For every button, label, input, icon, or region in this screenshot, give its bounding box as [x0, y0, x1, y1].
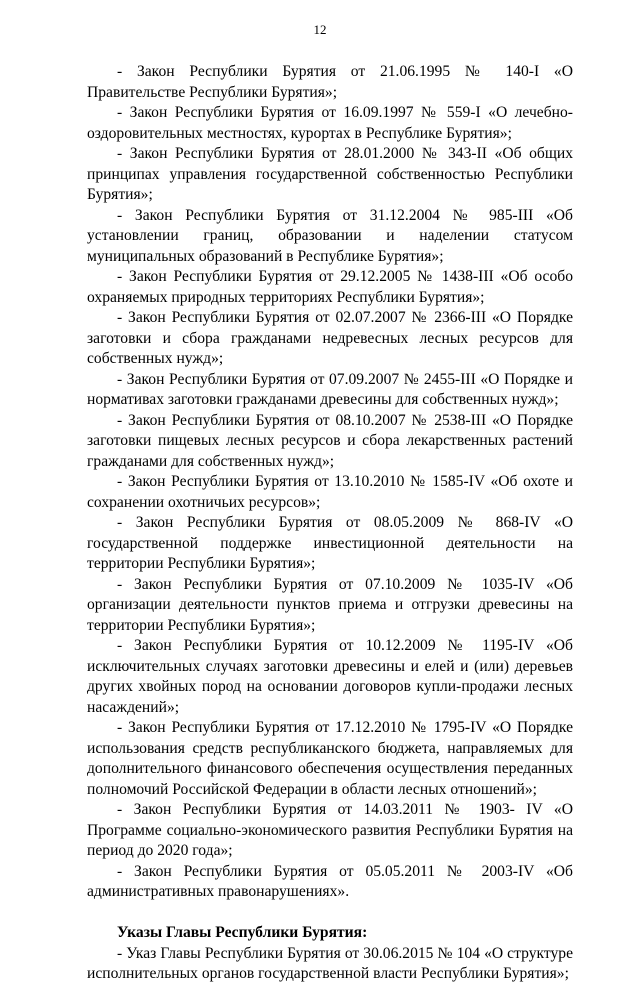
decree-item-1: - Указ Главы Республики Бурятия от 30.06.2015 № 104 «О структуре исполнительных органов государственной власти Республики Бурятия»; [87, 944, 573, 982]
page-number: 12 [313, 22, 327, 37]
law-item-12: - Закон Республики Бурятия от 10.12.2009 № 1195-IV «Об исключительных случаях заготовки древесины и елей и (или) деревьев других хвойных пород на основании договоров купли-продажи лесных насаждений»; [87, 637, 573, 716]
law-item-4: - Закон Республики Бурятия от 31.12.2004 № 985-III «Об установлении границ, образовании и наделении статусом муниципальных образований в Республике Бурятия»; [87, 206, 573, 265]
law-item-11: - Закон Республики Бурятия от 07.10.2009 № 1035-IV «Об организации деятельности пунктов приема и отгрузки древесины на территории Республики Бурятия»; [87, 575, 573, 634]
law-item-15: - Закон Республики Бурятия от 05.05.2011 № 2003-IV «Об административных правонарушениях». [87, 862, 573, 900]
law-item-2: - Закон Республики Бурятия от 16.09.1997 № 559-I «О лечебно-оздоровительных местностях, курортах в Республике Бурятия»; [87, 104, 573, 142]
law-item-1: - Закон Республики Бурятия от 21.06.1995 № 140-I «О Правительстве Республики Бурятия»; [87, 63, 573, 101]
law-item-5: - Закон Республики Бурятия от 29.12.2005 № 1438-III «Об особо охраняемых природных территориях Республики Бурятия»; [87, 268, 573, 306]
law-item-8: - Закон Республики Бурятия от 08.10.2007 № 2538-III «О Порядке заготовки пищевых лесных ресурсов и сбора лекарственных растений гражданами для собственных нужд»; [87, 411, 573, 470]
law-item-3: - Закон Республики Бурятия от 28.01.2000 № 343-II «Об общих принципах управления государственной собственностью Республики Бурятия»; [87, 145, 573, 203]
decrees-heading: Указы Главы Республики Бурятия: [117, 924, 368, 941]
law-item-14: - Закон Республики Бурятия от 14.03.2011 № 1903- IV «О Программе социально-экономического развития Республики Бурятия на период до 2020 года»; [87, 801, 573, 859]
law-item-9: - Закон Республики Бурятия от 13.10.2010 № 1585-IV «Об охоте и сохранении охотничьих ресурсов»; [87, 473, 573, 511]
law-item-13: - Закон Республики Бурятия от 17.12.2010 № 1795-IV «О Порядке использования средств республиканского бюджета, направляемых для дополнительного финансового обеспечения осуществления переданных полномочий Российской Федерации в области лесных отношений»; [87, 719, 573, 798]
document-body [87, 62, 573, 985]
law-item-10: - Закон Республики Бурятия от 08.05.2009 № 868-IV «О государственной поддержке инвестиционной деятельности на территории Республики Бурятия»; [87, 514, 573, 572]
law-item-6: - Закон Республики Бурятия от 02.07.2007 № 2366-III «О Порядке заготовки и сбора гражданами недревесных лесных ресурсов для собственных нужд»; [87, 309, 573, 367]
law-item-7: - Закон Республики Бурятия от 07.09.2007 № 2455-III «О Порядке и нормативах заготовки гражданами древесины для собственных нужд»; [87, 370, 573, 408]
